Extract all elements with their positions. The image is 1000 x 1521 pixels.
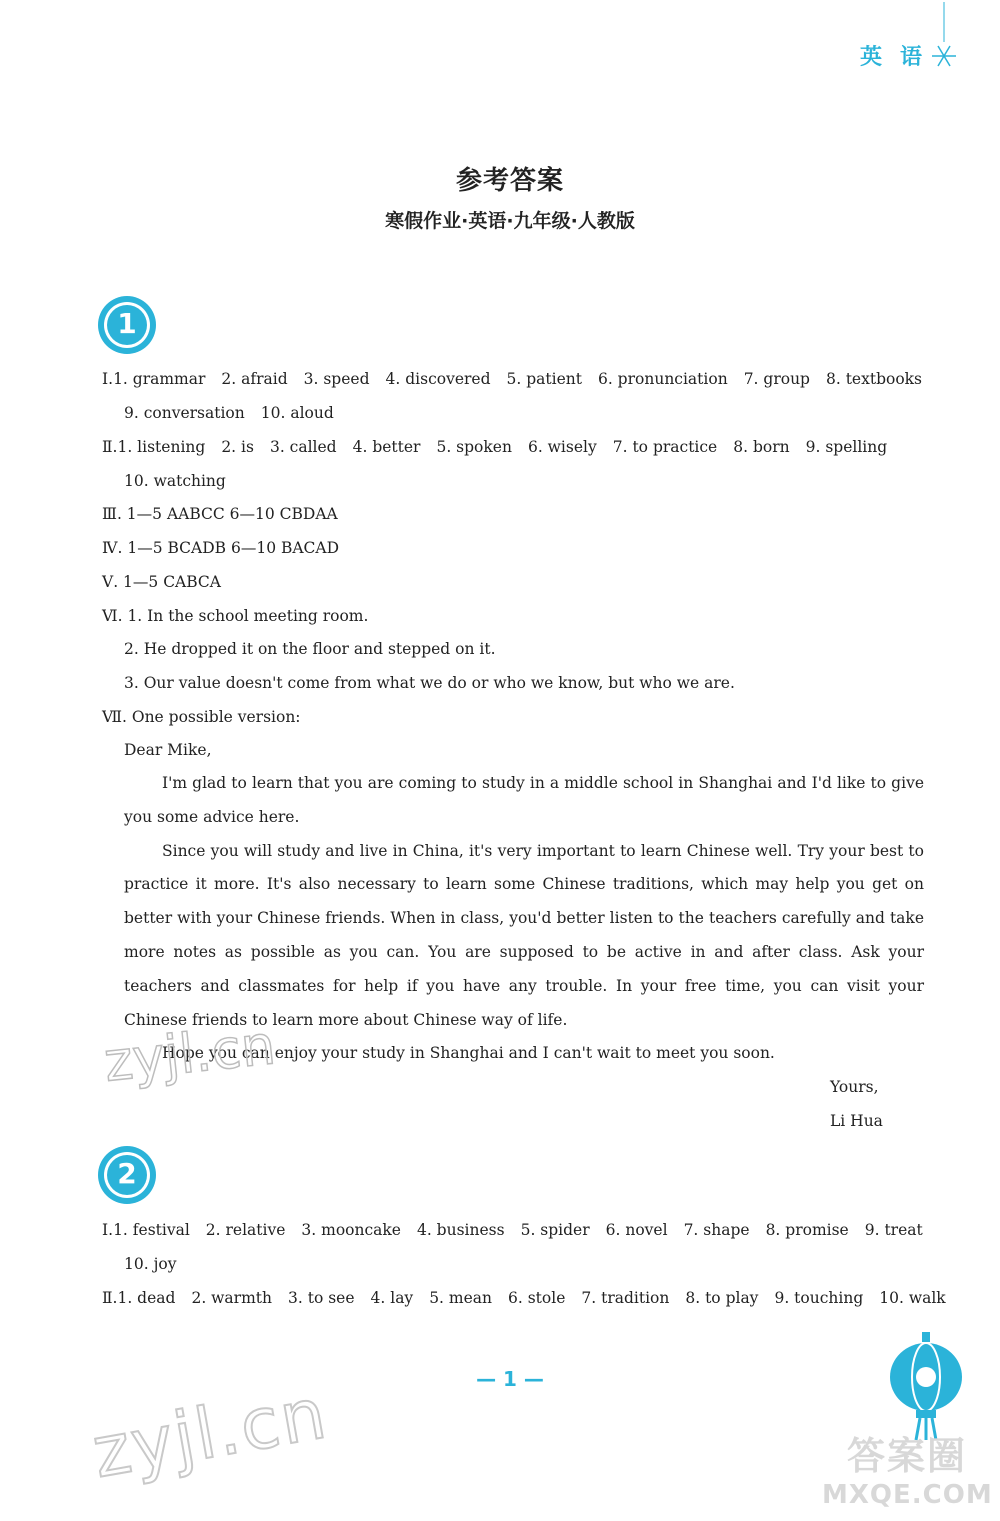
letter-paragraph: Hope you can enjoy your study in Shanghai and I can't wait to meet you soon.: [162, 1044, 775, 1063]
answer-item: 9. spelling: [805, 438, 888, 456]
answer-item: 3. speed: [303, 370, 370, 388]
letter-signature: Li Hua: [830, 1112, 883, 1130]
answer-item: 5. patient: [506, 370, 582, 388]
answer-line: [102, 369, 922, 389]
answer-item: 5. spoken: [436, 438, 512, 456]
answer-line: [124, 471, 226, 491]
answer-item: 2. afraid: [221, 370, 288, 388]
answer-line: Ⅲ. 1—5 AABCC 6—10 CBDAA: [102, 505, 338, 523]
answer-item: 1. listening: [117, 438, 206, 456]
part-label: Ⅰ.: [102, 1221, 114, 1239]
watermark-logo: zyjl.cn: [101, 1013, 279, 1094]
answer-item: 4. lay: [370, 1289, 414, 1307]
answer-line: Ⅳ. 1—5 BCADB 6—10 BACAD: [102, 539, 340, 557]
answer-item: 6. pronunciation: [597, 370, 728, 388]
answer-line: Ⅴ. 1—5 CABCA: [102, 573, 221, 591]
answer-line: [102, 1220, 923, 1240]
answer-line: Ⅵ. 1. In the school meeting room.: [102, 607, 369, 625]
answer-item: 7. shape: [683, 1221, 750, 1239]
part-label: Ⅰ.: [102, 370, 114, 388]
answer-item: 3. mooncake: [301, 1221, 401, 1239]
answer-item: 9. treat: [864, 1221, 923, 1239]
answer-item: 2. warmth: [191, 1289, 272, 1307]
answer-line: [102, 1288, 946, 1308]
answer-item: 4. discovered: [385, 370, 491, 388]
answer-item: 10. joy: [124, 1255, 177, 1273]
section-number: 1: [117, 307, 137, 340]
answer-line: Ⅶ. One possible version:: [102, 708, 301, 726]
answer-line: 3. Our value doesn't come from what we do or who we know, but who we are.: [124, 674, 735, 692]
answer-item: 6. wisely: [527, 438, 597, 456]
section-number: 2: [117, 1157, 137, 1190]
answer-item: 7. to practice: [612, 438, 718, 456]
answer-item: 8. promise: [765, 1221, 849, 1239]
answer-item: 6. novel: [605, 1221, 668, 1239]
answer-line: [102, 437, 887, 457]
answer-line: [124, 1254, 176, 1274]
answer-item: 1. festival: [113, 1221, 190, 1239]
answer-item: 3. called: [269, 438, 337, 456]
page-subtitle: 寒假作业·英语·九年级·人教版: [385, 210, 635, 232]
answer-item: 5. spider: [520, 1221, 590, 1239]
answer-item: 8. to play: [685, 1289, 759, 1307]
subject-tag: 英语: [859, 45, 940, 70]
letter-paragraph: Since you will study and live in China, it's very important to learn Chinese well. Try your best to practice it more. It's also necessary to learn some Chinese traditions, which may help you get on better with your Chinese friends. When in class, you'd better listen to the teachers carefully and take more notes as possible as you can. You are supposed to be active in and after class. Ask your teachers and classmates for help if you have any trouble. In your free time, you can visit your Chinese friends to learn more about Chinese way of life.: [124, 841, 924, 1029]
answer-item: 1. grammar: [113, 370, 206, 388]
site-watermark-en: MXQE.COM: [822, 1480, 993, 1510]
answer-item: 5. mean: [429, 1289, 492, 1307]
site-watermark-cn: 答案圈: [846, 1434, 967, 1478]
part-label: Ⅱ.: [102, 1289, 118, 1307]
answer-item: 4. better: [352, 438, 421, 456]
page-title: 参考答案: [455, 166, 564, 196]
letter-salutation: Dear Mike,: [124, 741, 212, 759]
answer-item: 3. to see: [288, 1289, 355, 1307]
answer-item: 9. touching: [774, 1289, 864, 1307]
answer-item: 2. is: [221, 438, 254, 456]
section-badge: [96, 294, 158, 356]
answer-item: 1. dead: [117, 1289, 176, 1307]
part-label: Ⅱ.: [102, 438, 118, 456]
answer-item: 4. business: [416, 1221, 505, 1239]
answer-item: 7. tradition: [581, 1289, 670, 1307]
answer-line: [124, 403, 334, 423]
answer-line: 2. He dropped it on the floor and stepped on it.: [124, 640, 496, 658]
answer-item: 7. group: [743, 370, 810, 388]
answer-item: 10. walk: [879, 1289, 946, 1307]
letter-paragraph: I'm glad to learn that you are coming to study in a middle school in Shanghai and I'd like to give you some advice here.: [124, 774, 924, 826]
watermark-logo: zyjl.cn: [86, 1372, 334, 1494]
answer-item: 2. relative: [205, 1221, 286, 1239]
page-number: — 1 —: [476, 1367, 544, 1391]
answer-item: 8. born: [733, 438, 790, 456]
snowflake-icon: [914, 2, 974, 82]
letter-closing: Yours,: [830, 1078, 879, 1096]
site-watermark: [822, 1425, 992, 1510]
answer-item: 10. aloud: [260, 404, 334, 422]
answer-item: 6. stole: [508, 1289, 566, 1307]
answer-item: 8. textbooks: [825, 370, 923, 388]
section-badge: [96, 1144, 158, 1206]
answer-item: 10. watching: [124, 472, 226, 490]
answer-item: 9. conversation: [124, 404, 245, 422]
